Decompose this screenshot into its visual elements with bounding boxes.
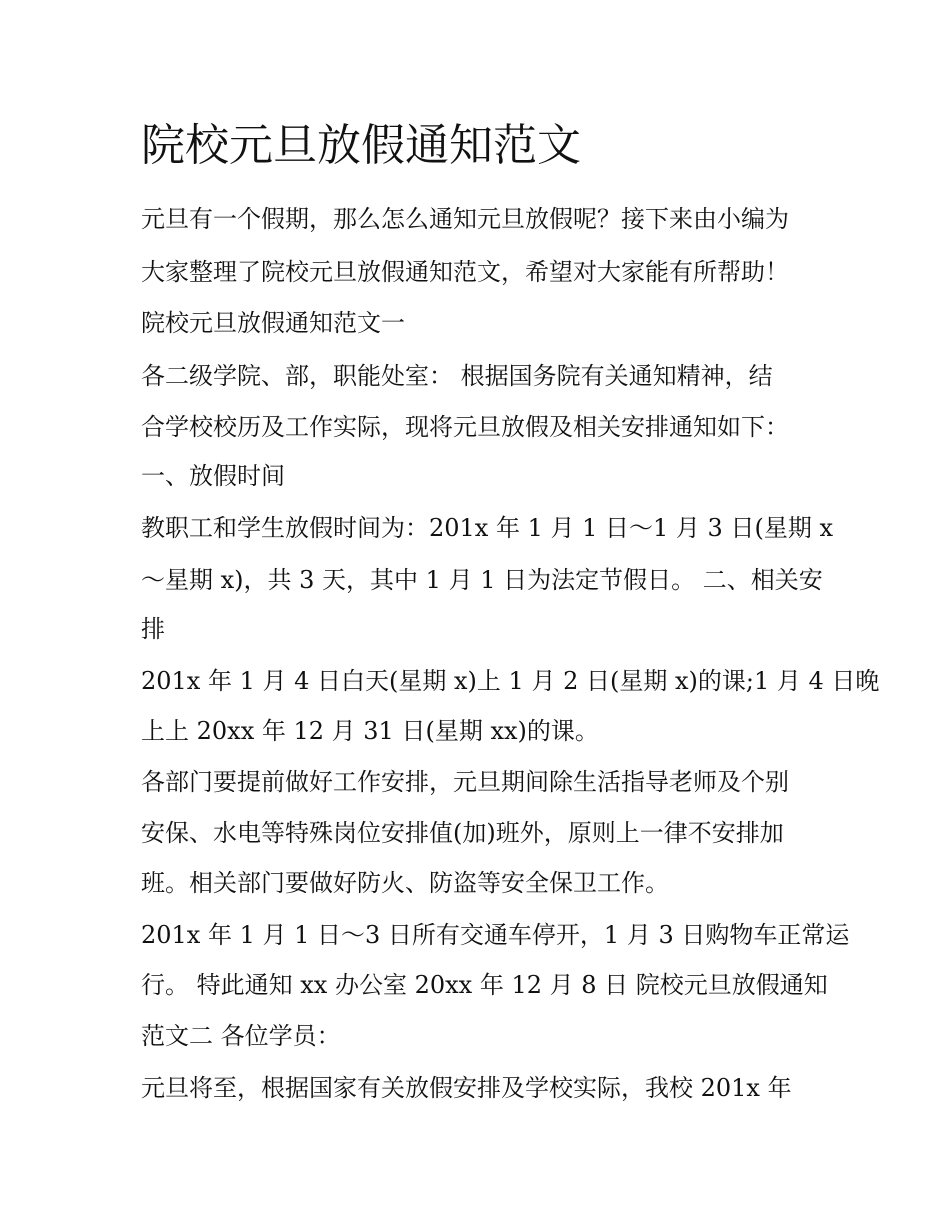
body-line: 元旦将至，根据国家有关放假安排及学校实际，我校 201x 年 [141, 1074, 792, 1102]
body-line: 班。相关部门要做好防火、防盗等安全保卫工作。 [141, 869, 669, 897]
section-heading: 院校元旦放假通知范文一 [141, 309, 405, 337]
body-line: 各部门要提前做好工作安排，元旦期间除生活指导老师及个别 [141, 768, 789, 796]
body-line: 教职工和学生放假时间为：201x 年 1 月 1 日～1 月 3 日(星期 x [141, 514, 833, 542]
body-line: 安保、水电等特殊岗位安排值(加)班外，原则上一律不安排加 [141, 819, 784, 847]
body-line: 元旦有一个假期，那么怎么通知元旦放假呢？接下来由小编为 [141, 205, 789, 233]
body-line: 大家整理了院校元旦放假通知范文，希望对大家能有所帮助！ [141, 258, 789, 286]
section-heading: 一、放假时间 [141, 462, 285, 490]
body-line: ～星期 x)，共 3 天，其中 1 月 1 日为法定节假日。 二、相关安 [141, 566, 823, 594]
body-line: 范文二 各位学员： [141, 1022, 341, 1050]
body-line: 排 [141, 615, 165, 643]
document-title: 院校元旦放假通知范文 [141, 120, 581, 171]
body-line: 201x 年 1 月 1 日～3 日所有交通车停开，1 月 3 日购物车正常运 [141, 921, 850, 949]
body-line: 合学校校历及工作实际，现将元旦放假及相关安排通知如下： [141, 413, 789, 441]
body-line: 各二级学院、部，职能处室： 根据国务院有关通知精神，结 [141, 362, 773, 390]
body-line: 201x 年 1 月 4 日白天(星期 x)上 1 月 2 日(星期 x)的课;1 月 4 日晚 [141, 667, 880, 695]
body-line: 行。 特此通知 xx 办公室 20xx 年 12 月 8 日 院校元旦放假通知 [141, 971, 828, 999]
body-line: 上上 20xx 年 12 月 31 日(星期 xx)的课。 [141, 717, 599, 745]
